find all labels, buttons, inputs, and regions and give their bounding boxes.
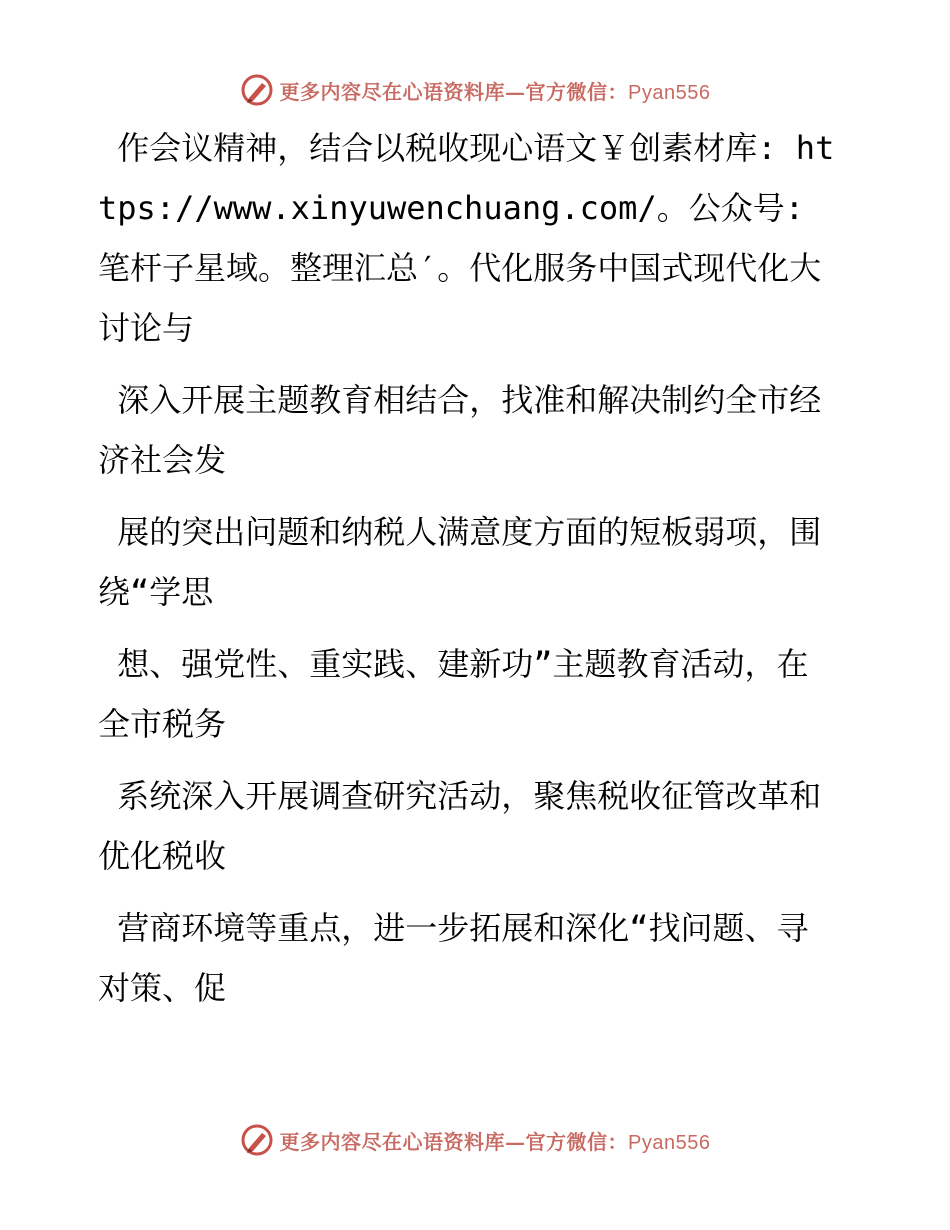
paragraph-3: 展的突出问题和纳税人满意度方面的短板弱项，围绕“学思 — [98, 513, 822, 611]
watermark-text: 更多内容尽在心语资料库—官方微信：Pyan556 — [279, 79, 711, 104]
pen-logo-icon — [240, 73, 274, 107]
paragraph-4: 想、强党性、重实践、建新功”主题教育活动，在全市税务 — [98, 645, 809, 743]
watermark-text: 更多内容尽在心语资料库—官方微信：Pyan556 — [279, 1129, 711, 1154]
watermark-header — [0, 70, 950, 110]
watermark-wechat-id: Pyan556 — [628, 81, 711, 104]
paragraph-6: 营商环境等重点，进一步拓展和深化“找问题、寻对策、促 — [98, 909, 809, 1007]
document-body — [98, 118, 838, 1030]
watermark-footer — [0, 1120, 950, 1160]
paragraph-2: 深入开展主题教育相结合，找准和解决制约全市经济社会发 — [98, 381, 822, 479]
paragraph-1: 作会议精神，结合以税收现心语文￥创素材库: https://www.xinyuwenchuang.com/。公众号: 笔杆子星域。整理汇总′。代化服务中国式现代化大讨论与 — [98, 129, 835, 347]
watermark-wechat-id: Pyan556 — [628, 1131, 711, 1154]
paragraph-5: 系统深入开展调查研究活动，聚焦税收征管改革和优化税收 — [98, 777, 822, 875]
pen-logo-icon — [240, 1123, 274, 1157]
